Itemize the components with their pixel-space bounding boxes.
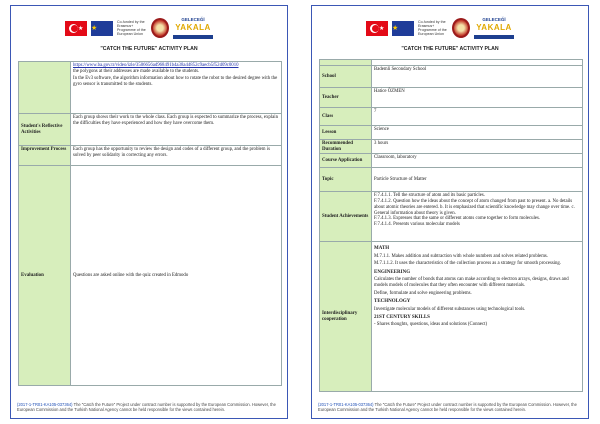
empty-label-cell [19,62,71,114]
algorithm-info-text: In the Ev3 software, the algorithm information about how to rotate the robot to the desired degree with the gyro sensor is transmitted to the students. [73,76,278,88]
page-title: "CATCH THE FUTURE" ACTIVITY PLAN [100,46,198,52]
table-row [19,114,282,146]
row-label: Recommended Duration [320,140,372,154]
row-label: Student's Reflective Activities [19,114,71,146]
table-row [320,140,583,154]
list-item: F.7.4.1.3. Expresses that the same or different atoms come together to form molecules. [374,216,541,222]
project-logo: GELECEĞİ YAKALA [173,17,213,39]
header-logos [366,15,514,41]
list-item: F.7.4.1.1. Tell the structure of atom and its basic particles. [374,193,485,199]
eu-cofunded-text: Co-funded by the Erasmus+ Programme of the European Union [117,20,146,36]
section-heading: TECHNOLOGY [374,299,411,305]
table-row [320,242,583,392]
activity-plan-table [18,61,282,386]
row-value: Hatice ÖZMEN [372,88,583,108]
table-row [320,154,583,168]
row-label: Class [320,108,372,126]
school-logo-icon [452,18,470,38]
row-value: Questions are asked online with the quiz created in Edmodo [71,166,282,386]
section-heading: MATH [374,246,390,252]
footer-disclaimer: (2017-1-TR01-KA105-037364) The "Catch the Future" Project under contract number is supported by the European Commission. However, the European Commission and the Turkish National Agency cannot be held responsible for the views contained herein. [318,401,577,413]
section-heading: ENGINEERING [374,270,411,276]
footer-disclaimer: (2017-1-TR01-KA105-037364) The "Catch the Future" Project under contract number is supported by the European Commission. However, the European Commission and the Turkish National Agency cannot be held responsible for the views contained herein. [17,401,276,413]
row-value: Science [372,126,583,140]
interdisciplinary-content: MATH M.7.1.1. Makes addition and subtraction with whole numbers and solves related problems. M.7.1.1.2. It uses the characteristics of the collection process as a strategy for smooth processing. ENGINEERING Calculates the number of bonds that atoms can make according to electron arrays, designs, draws and models models of molecules that they often encounter with different materials. Define, formulate and solve engineering problems. TECHNOLOGY Investigate molecular models of different substances using technological tools. 21ST CENTURY SKILLS - Shares thoughts, questions, ideas and solutions (Connect) [372,242,583,392]
table-row [19,62,282,114]
eu-cofunded-text: Co-funded by the Erasmus+ Programme of the European Union [418,20,447,36]
row-label: Topic [320,168,372,192]
project-logo: GELECEĞİ YAKALA [474,17,514,39]
school-logo-icon [151,18,169,38]
table-row [320,168,583,192]
row-label: Lesson [320,126,372,140]
row-value: 7 [372,108,583,126]
turkey-flag-icon: ★ [65,21,87,36]
row-label: Teacher [320,88,372,108]
activity-info-table [319,59,583,392]
row-value: Each group has the opportunity to review the design and codes of a different group, and the problem is solved by peer solidarity in correcting any errors. [71,146,282,166]
table-row [19,146,282,166]
video-link[interactable]: https://www.ba.gov.tr/video/izle/3506656ad968491b4a38a44852c9aecb5f52d09c0010 [73,63,239,68]
page-title: "CATCH THE FUTURE" ACTIVITY PLAN [401,46,499,52]
eu-flag-icon: ★ [91,21,113,36]
document-page-left [10,5,288,419]
row-label: Course Application [320,154,372,168]
row-value: Each group shows their work to the whole class. Each group is expected to summarize the process, explain the difficulties they have experienced and how they have overcome them. [71,114,282,146]
row-value: Particle Structure of Matter [372,168,583,192]
row-label: Evaluation [19,166,71,386]
table-row [320,126,583,140]
row-label: Interdisciplinary cooperation [320,242,372,392]
section-heading: 21ST CENTURY SKILLS [374,315,430,321]
table-row [320,88,583,108]
table-row [320,192,583,242]
row-label: Improvement Process [19,146,71,166]
row-value: Classroom, laboratory [372,154,583,168]
table-row [320,66,583,88]
achievements-list [372,192,583,242]
table-row [19,166,282,386]
value-cell: https://www.ba.gov.tr/video/izle/3506656ad968491b4a38a44852c9aecb5f52d09c0010 the polygons at their addresses are made available to the students. In the Ev3 software, the algorithm information about how to rotate the robot to the desired degree with the gyro sensor is transmitted to the students. [71,62,282,114]
list-item: F.7.4.1.2. Question how the ideas about the concept of atom changed from past to present. a. No details about atomic theories are entered. b. It is emphasized that scientific knowledge may change over time. c. General information about theory is given. [374,199,575,216]
row-label: Student Achievements [320,192,372,242]
eu-flag-icon: ★ [392,21,414,36]
header-logos [65,15,213,41]
row-label: School [320,66,372,88]
list-item: F.7.4.1.4. Presents various molecular models [374,221,460,227]
row-value: Bademli Secondary School [372,66,583,88]
turkey-flag-icon: ★ [366,21,388,36]
document-page-right [311,5,589,419]
table-row [320,108,583,126]
row-value: 3 hours [372,140,583,154]
